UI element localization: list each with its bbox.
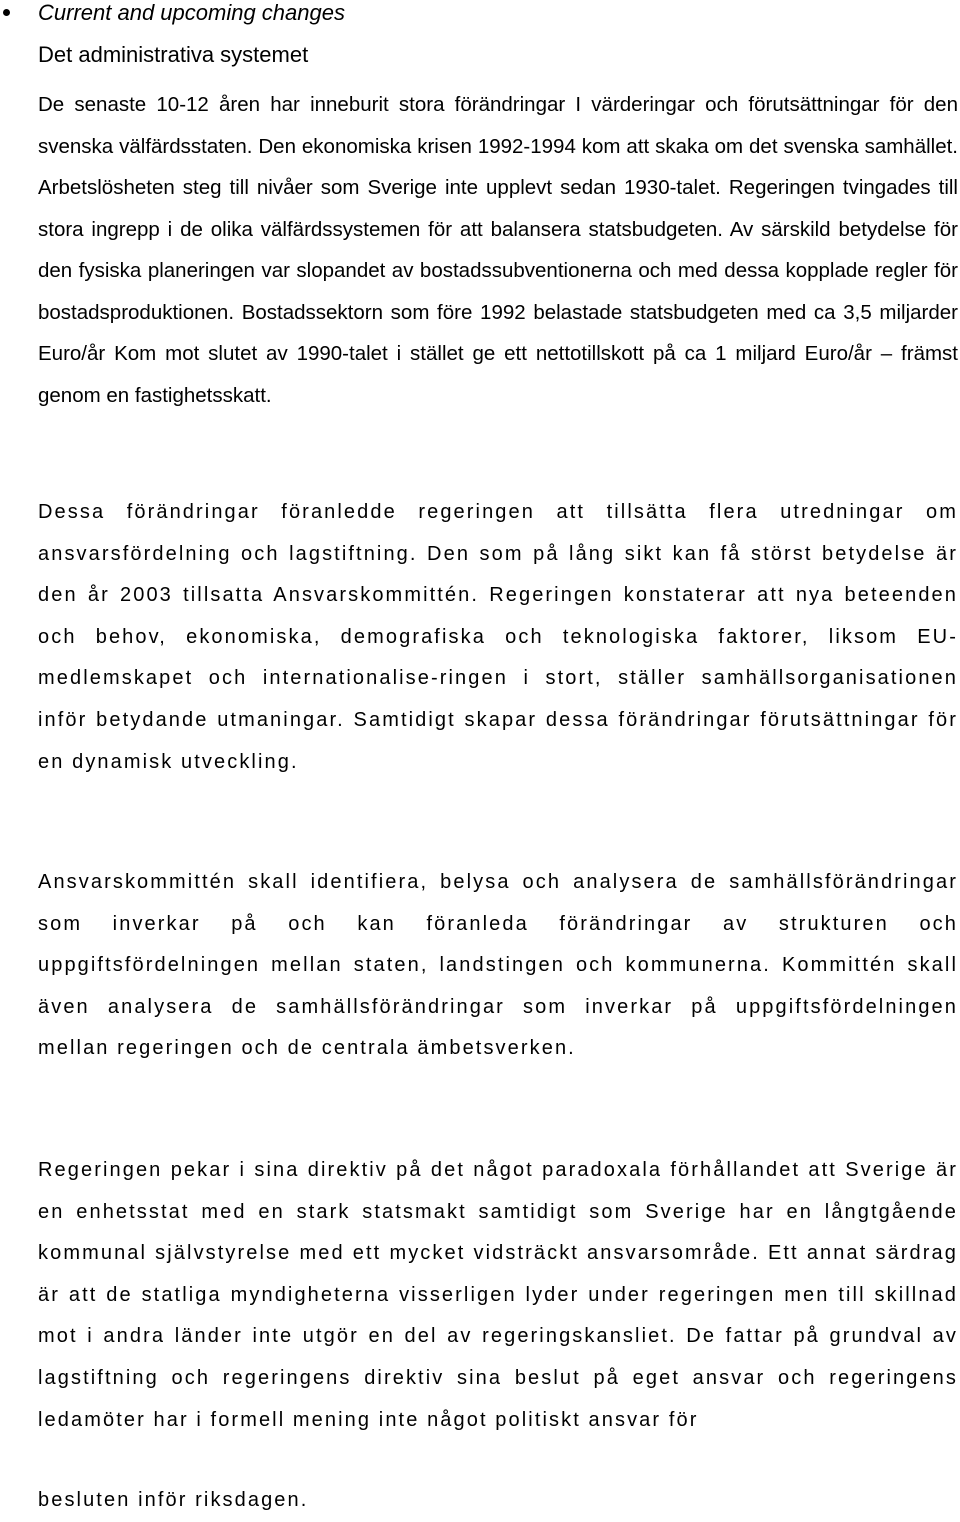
paragraph-3: Ansvarskommittén skall identifiera, belysa och analysera de samhällsförändringar som inverkar på och kan föranleda förändringar av strukturen och uppgiftsfördelningen mellan staten, landstingen och kommunerna. Kommittén skall även analysera de samhällsförändringar som inverkar på uppgiftsfördelningen mellan regeringen och de centrala ämbetsverken.: [38, 871, 958, 1060]
subsection-heading: Det administrativa systemet: [38, 42, 309, 67]
paragraph-5: besluten inför riksdagen.: [38, 1489, 309, 1511]
paragraph-1: De senaste 10-12 åren har inneburit stora förändringar I värderingar och förutsättningar för den svenska välfärdsstaten. Den ekonomiska krisen 1992-1994 kom att skaka om det svenska samhället. Arbetslösheten steg till nivåer som Sverige inte upplevt sedan 1930-talet. Regeringen tvingades till stora ingrepp i de olika välfärdssystemen för att balansera statsbudgeten. Av särskild betydelse för den fysiska planeringen var slopandet av bostadssubventionerna och med dessa kopplade regler för bostadsproduktionen. Bostadssektorn som före 1992 belastade statsbudgeten med ca 3,5 miljarder Euro/år Kom mot slutet av 1990-talet i stället ge ett nettotillskott på ca 1 miljard Euro/år – främst genom en fastighetsskatt.: [38, 93, 958, 407]
section-heading: Current and upcoming changes: [38, 0, 345, 25]
paragraph-2: Dessa förändringar föranledde regeringen att tillsätta flera utredningar om ansvarsfördelning och lagstiftning. Den som på lång sikt kan få störst betydelse är den år 2003 tillsatta Ansvarskommittén. Regeringen konstaterar att nya beteenden och behov, ekonomiska, demografiska och teknologiska faktorer, liksom EU-medlemskapet och internationalise-ringen i stort, ställer samhällsorganisationen inför betydande utmaningar. Samtidigt skapar dessa förändringar förutsättningar för en dynamisk utveckling.: [38, 501, 958, 773]
paragraph-4: Regeringen pekar i sina direktiv på det något paradoxala förhållandet att Sverige är en enhetsstat med en stark statsmakt samtidigt som Sverige har en långtgående kommunal självstyrelse med ett mycket vidsträckt ansvarsområde. Ett annat särdrag är att de statliga myndigheterna visserligen lyder under regeringen men till skillnad mot i andra länder inte utgör en del av regeringskansliet. De fattar på grundval av lagstiftning och regeringens direktiv sina beslut på eget ansvar och regeringens ledamöter har i formell mening inte något politiskt ansvar för: [38, 1159, 958, 1431]
bullet-icon: [3, 9, 10, 16]
